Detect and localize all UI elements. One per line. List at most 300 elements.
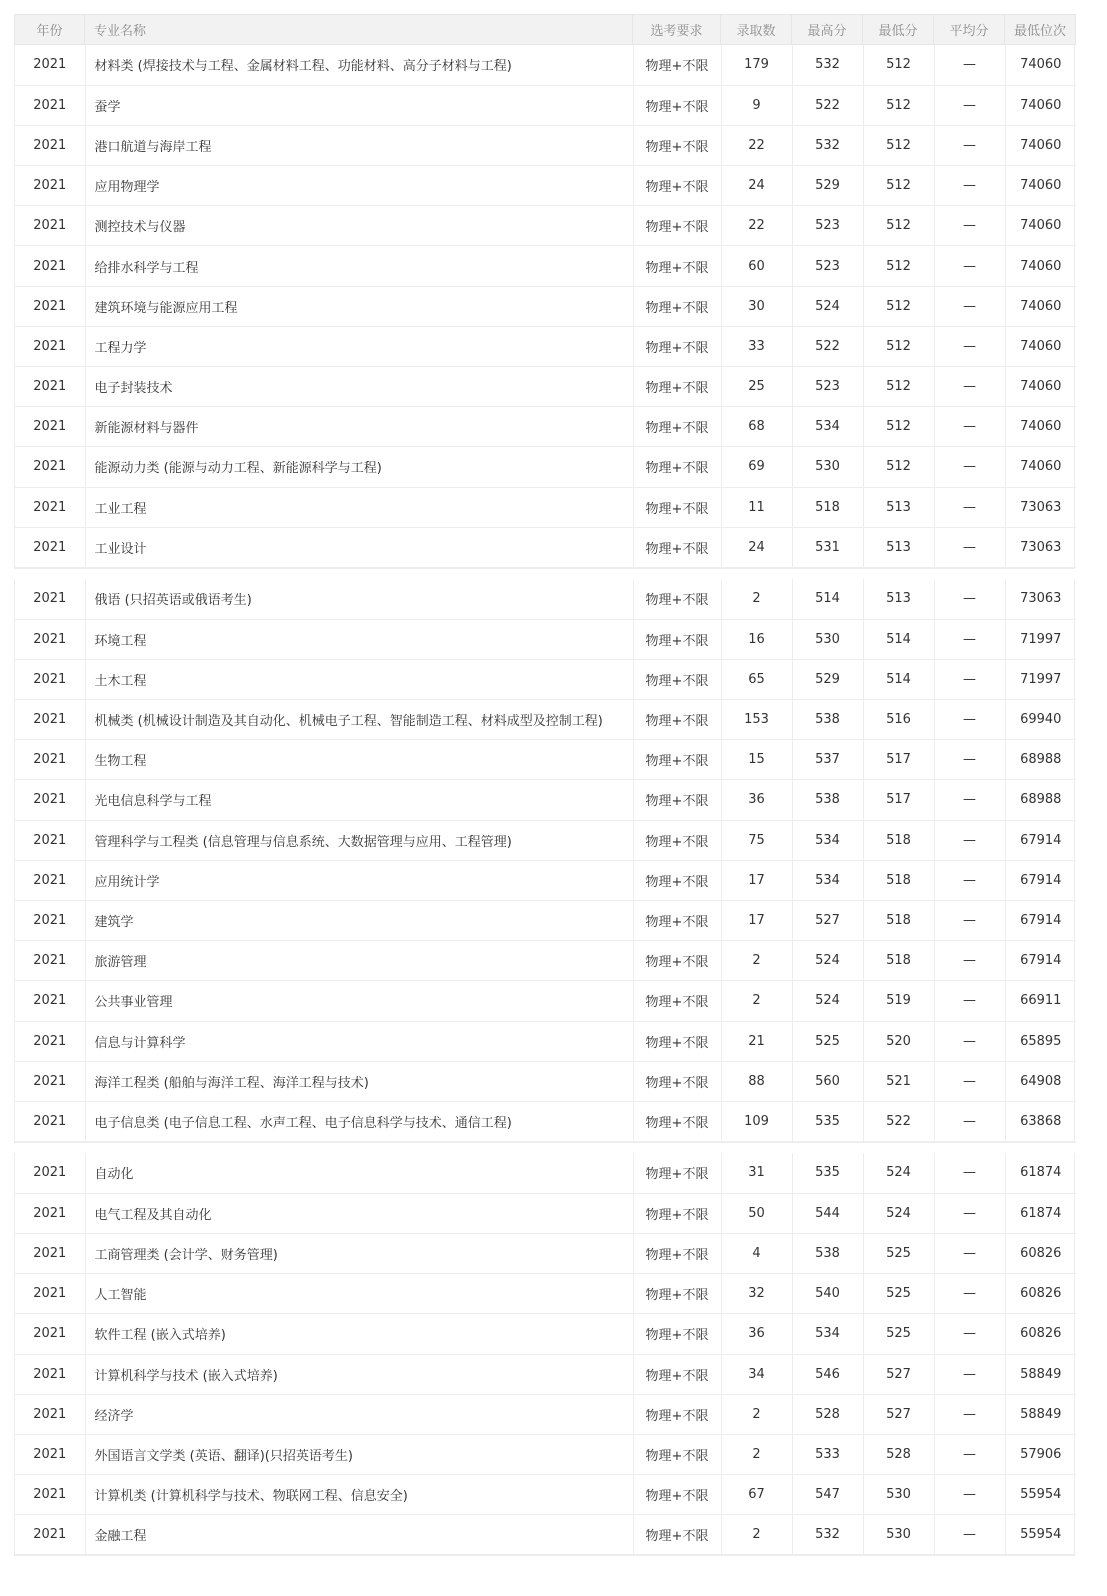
cell-year: 2021 (15, 407, 85, 447)
cell-max-score: 547 (792, 1475, 863, 1515)
cell-major-name: 俄语 (只招英语或俄语考生) (85, 579, 633, 619)
cell-min-rank: 73063 (1005, 527, 1076, 567)
table-row (15, 367, 1076, 407)
cell-avg-score: — (934, 1193, 1005, 1233)
cell-min-score: 525 (863, 1274, 934, 1314)
cell-min-score: 518 (863, 860, 934, 900)
header-row (15, 15, 1076, 45)
table-row (15, 579, 1076, 619)
cell-year: 2021 (15, 1101, 85, 1141)
cell-admitted-count: 36 (721, 1314, 792, 1354)
cell-admitted-count: 69 (721, 447, 792, 487)
cell-max-score: 532 (792, 1515, 863, 1555)
cell-admitted-count: 30 (721, 286, 792, 326)
cell-year: 2021 (15, 941, 85, 981)
cell-avg-score: — (934, 1475, 1005, 1515)
cell-min-rank: 58849 (1005, 1354, 1076, 1394)
cell-min-score: 512 (863, 85, 934, 125)
cell-major-name: 港口航道与海岸工程 (85, 125, 633, 165)
cell-year: 2021 (15, 487, 85, 527)
cell-min-score: 512 (863, 326, 934, 366)
cell-avg-score: — (934, 579, 1005, 619)
cell-admitted-count: 2 (721, 579, 792, 619)
cell-admitted-count: 2 (721, 981, 792, 1021)
cell-major-name: 新能源材料与器件 (85, 407, 633, 447)
cell-major-name: 给排水科学与工程 (85, 246, 633, 286)
cell-admitted-count: 88 (721, 1061, 792, 1101)
cell-min-score: 514 (863, 619, 934, 659)
cell-max-score: 528 (792, 1394, 863, 1434)
cell-subject-requirement: 物理+不限 (633, 527, 721, 567)
cell-avg-score: — (934, 246, 1005, 286)
cell-min-rank: 66911 (1005, 981, 1076, 1021)
cell-min-score: 525 (863, 1314, 934, 1354)
cell-avg-score: — (934, 527, 1005, 567)
cell-admitted-count: 32 (721, 1274, 792, 1314)
cell-year: 2021 (15, 1153, 85, 1193)
cell-admitted-count: 24 (721, 527, 792, 567)
cell-subject-requirement: 物理+不限 (633, 125, 721, 165)
cell-year: 2021 (15, 1061, 85, 1101)
cell-min-rank: 74060 (1005, 326, 1076, 366)
cell-min-rank: 69940 (1005, 700, 1076, 740)
cell-subject-requirement: 物理+不限 (633, 407, 721, 447)
cell-admitted-count: 2 (721, 1394, 792, 1434)
cell-major-name: 外国语言文学类 (英语、翻译)(只招英语考生) (85, 1434, 633, 1474)
table-section-grid (15, 1153, 1076, 1555)
table-row (15, 246, 1076, 286)
cell-year: 2021 (15, 85, 85, 125)
cell-max-score: 523 (792, 367, 863, 407)
cell-major-name: 建筑学 (85, 900, 633, 940)
cell-min-score: 527 (863, 1394, 934, 1434)
cell-max-score: 522 (792, 85, 863, 125)
cell-min-score: 520 (863, 1021, 934, 1061)
table-row (15, 166, 1076, 206)
cell-admitted-count: 75 (721, 820, 792, 860)
cell-major-name: 管理科学与工程类 (信息管理与信息系统、大数据管理与应用、工程管理) (85, 820, 633, 860)
cell-max-score: 514 (792, 579, 863, 619)
cell-avg-score: — (934, 1314, 1005, 1354)
cell-min-rank: 64908 (1005, 1061, 1076, 1101)
cell-year: 2021 (15, 447, 85, 487)
cell-min-score: 530 (863, 1475, 934, 1515)
cell-avg-score: — (934, 780, 1005, 820)
cell-min-rank: 71997 (1005, 659, 1076, 699)
cell-year: 2021 (15, 860, 85, 900)
table-row (15, 527, 1076, 567)
cell-major-name: 软件工程 (嵌入式培养) (85, 1314, 633, 1354)
cell-year: 2021 (15, 166, 85, 206)
cell-subject-requirement: 物理+不限 (633, 1193, 721, 1233)
cell-min-score: 518 (863, 900, 934, 940)
header-min-score: 最低分 (863, 15, 934, 45)
cell-min-score: 518 (863, 941, 934, 981)
cell-max-score: 540 (792, 1274, 863, 1314)
cell-min-rank: 60826 (1005, 1233, 1076, 1273)
cell-subject-requirement: 物理+不限 (633, 1153, 721, 1193)
cell-avg-score: — (934, 860, 1005, 900)
cell-min-rank: 60826 (1005, 1314, 1076, 1354)
cell-max-score: 544 (792, 1193, 863, 1233)
cell-min-rank: 71997 (1005, 619, 1076, 659)
cell-admitted-count: 179 (721, 45, 792, 85)
cell-year: 2021 (15, 740, 85, 780)
cell-max-score: 537 (792, 740, 863, 780)
cell-max-score: 524 (792, 286, 863, 326)
cell-subject-requirement: 物理+不限 (633, 780, 721, 820)
cell-admitted-count: 2 (721, 1434, 792, 1474)
cell-subject-requirement: 物理+不限 (633, 659, 721, 699)
table-row (15, 206, 1076, 246)
table-section (14, 1153, 1075, 1556)
cell-subject-requirement: 物理+不限 (633, 1475, 721, 1515)
cell-max-score: 530 (792, 447, 863, 487)
cell-max-score: 529 (792, 659, 863, 699)
cell-min-rank: 58849 (1005, 1394, 1076, 1434)
cell-min-rank: 67914 (1005, 941, 1076, 981)
cell-min-score: 513 (863, 579, 934, 619)
cell-subject-requirement: 物理+不限 (633, 45, 721, 85)
cell-major-name: 海洋工程类 (船舶与海洋工程、海洋工程与技术) (85, 1061, 633, 1101)
cell-avg-score: — (934, 740, 1005, 780)
cell-min-score: 528 (863, 1434, 934, 1474)
cell-avg-score: — (934, 367, 1005, 407)
cell-min-rank: 60826 (1005, 1274, 1076, 1314)
table-row (15, 941, 1076, 981)
cell-avg-score: — (934, 1233, 1005, 1273)
cell-max-score: 529 (792, 166, 863, 206)
cell-max-score: 533 (792, 1434, 863, 1474)
cell-subject-requirement: 物理+不限 (633, 619, 721, 659)
cell-min-score: 512 (863, 125, 934, 165)
cell-min-rank: 57906 (1005, 1434, 1076, 1474)
cell-year: 2021 (15, 1475, 85, 1515)
cell-subject-requirement: 物理+不限 (633, 1314, 721, 1354)
cell-major-name: 人工智能 (85, 1274, 633, 1314)
cell-major-name: 电气工程及其自动化 (85, 1193, 633, 1233)
cell-subject-requirement: 物理+不限 (633, 326, 721, 366)
table-row (15, 85, 1076, 125)
cell-subject-requirement: 物理+不限 (633, 740, 721, 780)
cell-max-score: 522 (792, 326, 863, 366)
table-row (15, 1193, 1076, 1233)
cell-subject-requirement: 物理+不限 (633, 579, 721, 619)
cell-max-score: 523 (792, 206, 863, 246)
cell-avg-score: — (934, 1274, 1005, 1314)
header-avg-score: 平均分 (934, 15, 1005, 45)
cell-min-score: 517 (863, 740, 934, 780)
cell-subject-requirement: 物理+不限 (633, 85, 721, 125)
cell-min-score: 512 (863, 407, 934, 447)
cell-year: 2021 (15, 367, 85, 407)
cell-min-rank: 67914 (1005, 900, 1076, 940)
cell-admitted-count: 68 (721, 407, 792, 447)
table-body (14, 45, 1075, 1556)
table-row (15, 981, 1076, 1021)
admission-table (14, 14, 1075, 1556)
cell-subject-requirement: 物理+不限 (633, 1061, 721, 1101)
cell-year: 2021 (15, 246, 85, 286)
section-gap (14, 569, 1075, 579)
cell-avg-score: — (934, 1394, 1005, 1434)
cell-major-name: 计算机科学与技术 (嵌入式培养) (85, 1354, 633, 1394)
cell-year: 2021 (15, 700, 85, 740)
cell-year: 2021 (15, 527, 85, 567)
table-row (15, 125, 1076, 165)
cell-avg-score: — (934, 1153, 1005, 1193)
cell-min-rank: 74060 (1005, 246, 1076, 286)
cell-avg-score: — (934, 1434, 1005, 1474)
cell-subject-requirement: 物理+不限 (633, 981, 721, 1021)
cell-year: 2021 (15, 619, 85, 659)
cell-avg-score: — (934, 407, 1005, 447)
cell-max-score: 535 (792, 1153, 863, 1193)
cell-min-rank: 68988 (1005, 780, 1076, 820)
cell-max-score: 524 (792, 981, 863, 1021)
cell-min-score: 519 (863, 981, 934, 1021)
cell-subject-requirement: 物理+不限 (633, 1021, 721, 1061)
table-row (15, 286, 1076, 326)
cell-admitted-count: 22 (721, 206, 792, 246)
cell-min-score: 522 (863, 1101, 934, 1141)
cell-admitted-count: 60 (721, 246, 792, 286)
table-row (15, 1394, 1076, 1434)
cell-avg-score: — (934, 820, 1005, 860)
cell-min-rank: 55954 (1005, 1475, 1076, 1515)
table-row (15, 1021, 1076, 1061)
table-row (15, 619, 1076, 659)
table-row (15, 740, 1076, 780)
cell-year: 2021 (15, 579, 85, 619)
cell-max-score: 527 (792, 900, 863, 940)
cell-year: 2021 (15, 1193, 85, 1233)
cell-min-score: 521 (863, 1061, 934, 1101)
cell-major-name: 工业设计 (85, 527, 633, 567)
cell-avg-score: — (934, 1354, 1005, 1394)
cell-subject-requirement: 物理+不限 (633, 246, 721, 286)
cell-min-score: 512 (863, 166, 934, 206)
cell-min-score: 513 (863, 487, 934, 527)
cell-subject-requirement: 物理+不限 (633, 900, 721, 940)
cell-subject-requirement: 物理+不限 (633, 1394, 721, 1434)
cell-subject-requirement: 物理+不限 (633, 1515, 721, 1555)
header-admitted-count: 录取数 (721, 15, 792, 45)
cell-avg-score: — (934, 1021, 1005, 1061)
cell-min-score: 524 (863, 1153, 934, 1193)
cell-admitted-count: 153 (721, 700, 792, 740)
cell-year: 2021 (15, 286, 85, 326)
cell-max-score: 534 (792, 407, 863, 447)
cell-subject-requirement: 物理+不限 (633, 941, 721, 981)
cell-min-rank: 67914 (1005, 820, 1076, 860)
table-row (15, 860, 1076, 900)
cell-min-rank: 74060 (1005, 367, 1076, 407)
cell-min-score: 512 (863, 286, 934, 326)
cell-year: 2021 (15, 1354, 85, 1394)
cell-min-rank: 61874 (1005, 1193, 1076, 1233)
cell-year: 2021 (15, 1515, 85, 1555)
cell-avg-score: — (934, 1515, 1005, 1555)
cell-major-name: 计算机类 (计算机科学与技术、物联网工程、信息安全) (85, 1475, 633, 1515)
cell-major-name: 金融工程 (85, 1515, 633, 1555)
cell-major-name: 电子信息类 (电子信息工程、水声工程、电子信息科学与技术、通信工程) (85, 1101, 633, 1141)
cell-admitted-count: 33 (721, 326, 792, 366)
cell-min-rank: 63868 (1005, 1101, 1076, 1141)
cell-min-rank: 68988 (1005, 740, 1076, 780)
cell-subject-requirement: 物理+不限 (633, 860, 721, 900)
cell-year: 2021 (15, 1314, 85, 1354)
table-row (15, 487, 1076, 527)
cell-subject-requirement: 物理+不限 (633, 1354, 721, 1394)
cell-max-score: 546 (792, 1354, 863, 1394)
cell-year: 2021 (15, 1274, 85, 1314)
cell-major-name: 工业工程 (85, 487, 633, 527)
cell-year: 2021 (15, 326, 85, 366)
cell-avg-score: — (934, 487, 1005, 527)
cell-avg-score: — (934, 447, 1005, 487)
cell-min-score: 517 (863, 780, 934, 820)
cell-min-rank: 74060 (1005, 125, 1076, 165)
cell-major-name: 公共事业管理 (85, 981, 633, 1021)
cell-min-score: 512 (863, 447, 934, 487)
header-year: 年份 (15, 15, 85, 45)
cell-min-score: 514 (863, 659, 934, 699)
cell-admitted-count: 9 (721, 85, 792, 125)
cell-min-rank: 74060 (1005, 447, 1076, 487)
cell-major-name: 土木工程 (85, 659, 633, 699)
cell-avg-score: — (934, 1061, 1005, 1101)
cell-avg-score: — (934, 900, 1005, 940)
cell-subject-requirement: 物理+不限 (633, 1233, 721, 1273)
cell-subject-requirement: 物理+不限 (633, 206, 721, 246)
table-row (15, 1101, 1076, 1141)
cell-year: 2021 (15, 45, 85, 85)
cell-min-score: 512 (863, 45, 934, 85)
cell-max-score: 534 (792, 820, 863, 860)
cell-min-score: 527 (863, 1354, 934, 1394)
cell-min-rank: 65895 (1005, 1021, 1076, 1061)
table-row (15, 1434, 1076, 1474)
cell-admitted-count: 4 (721, 1233, 792, 1273)
cell-min-score: 512 (863, 206, 934, 246)
cell-avg-score: — (934, 619, 1005, 659)
cell-max-score: 538 (792, 780, 863, 820)
table-row (15, 1061, 1076, 1101)
cell-min-rank: 55954 (1005, 1515, 1076, 1555)
table-row (15, 820, 1076, 860)
cell-min-rank: 74060 (1005, 166, 1076, 206)
cell-avg-score: — (934, 125, 1005, 165)
table-row (15, 659, 1076, 699)
cell-min-rank: 73063 (1005, 487, 1076, 527)
cell-avg-score: — (934, 326, 1005, 366)
cell-admitted-count: 16 (721, 619, 792, 659)
cell-max-score: 534 (792, 860, 863, 900)
cell-major-name: 经济学 (85, 1394, 633, 1434)
header-min-rank: 最低位次 (1005, 15, 1076, 45)
cell-min-rank: 74060 (1005, 286, 1076, 326)
cell-major-name: 环境工程 (85, 619, 633, 659)
cell-admitted-count: 2 (721, 1515, 792, 1555)
cell-avg-score: — (934, 206, 1005, 246)
cell-major-name: 电子封装技术 (85, 367, 633, 407)
cell-admitted-count: 21 (721, 1021, 792, 1061)
cell-min-rank: 73063 (1005, 579, 1076, 619)
cell-max-score: 532 (792, 125, 863, 165)
cell-major-name: 机械类 (机械设计制造及其自动化、机械电子工程、智能制造工程、材料成型及控制工程) (85, 700, 633, 740)
cell-admitted-count: 17 (721, 900, 792, 940)
cell-subject-requirement: 物理+不限 (633, 1434, 721, 1474)
cell-max-score: 560 (792, 1061, 863, 1101)
table-section (14, 579, 1075, 1143)
cell-major-name: 生物工程 (85, 740, 633, 780)
cell-year: 2021 (15, 780, 85, 820)
table-row (15, 45, 1076, 85)
cell-major-name: 工商管理类 (会计学、财务管理) (85, 1233, 633, 1273)
cell-avg-score: — (934, 166, 1005, 206)
table-row (15, 780, 1076, 820)
cell-max-score: 535 (792, 1101, 863, 1141)
cell-max-score: 524 (792, 941, 863, 981)
header-major-name: 专业名称 (85, 15, 633, 45)
cell-admitted-count: 31 (721, 1153, 792, 1193)
cell-min-score: 513 (863, 527, 934, 567)
cell-subject-requirement: 物理+不限 (633, 1274, 721, 1314)
cell-admitted-count: 15 (721, 740, 792, 780)
table-row (15, 1274, 1076, 1314)
cell-avg-score: — (934, 85, 1005, 125)
table-row (15, 1475, 1076, 1515)
cell-min-rank: 74060 (1005, 85, 1076, 125)
cell-major-name: 工程力学 (85, 326, 633, 366)
cell-admitted-count: 22 (721, 125, 792, 165)
section-gap (14, 1143, 1075, 1153)
cell-year: 2021 (15, 1394, 85, 1434)
cell-year: 2021 (15, 981, 85, 1021)
cell-admitted-count: 50 (721, 1193, 792, 1233)
cell-admitted-count: 65 (721, 659, 792, 699)
cell-min-score: 512 (863, 367, 934, 407)
table-section-grid (15, 579, 1076, 1142)
cell-admitted-count: 34 (721, 1354, 792, 1394)
cell-min-rank: 74060 (1005, 45, 1076, 85)
cell-min-rank: 74060 (1005, 206, 1076, 246)
cell-subject-requirement: 物理+不限 (633, 700, 721, 740)
cell-major-name: 应用物理学 (85, 166, 633, 206)
cell-min-rank: 61874 (1005, 1153, 1076, 1193)
cell-year: 2021 (15, 820, 85, 860)
cell-min-score: 518 (863, 820, 934, 860)
table-row (15, 1515, 1076, 1555)
table-row (15, 700, 1076, 740)
cell-avg-score: — (934, 981, 1005, 1021)
cell-avg-score: — (934, 1101, 1005, 1141)
cell-avg-score: — (934, 941, 1005, 981)
cell-subject-requirement: 物理+不限 (633, 447, 721, 487)
cell-avg-score: — (934, 286, 1005, 326)
cell-year: 2021 (15, 206, 85, 246)
cell-subject-requirement: 物理+不限 (633, 820, 721, 860)
cell-major-name: 蚕学 (85, 85, 633, 125)
table-row (15, 1354, 1076, 1394)
cell-max-score: 523 (792, 246, 863, 286)
cell-year: 2021 (15, 1233, 85, 1273)
cell-avg-score: — (934, 659, 1005, 699)
cell-min-rank: 74060 (1005, 407, 1076, 447)
cell-major-name: 旅游管理 (85, 941, 633, 981)
cell-admitted-count: 11 (721, 487, 792, 527)
